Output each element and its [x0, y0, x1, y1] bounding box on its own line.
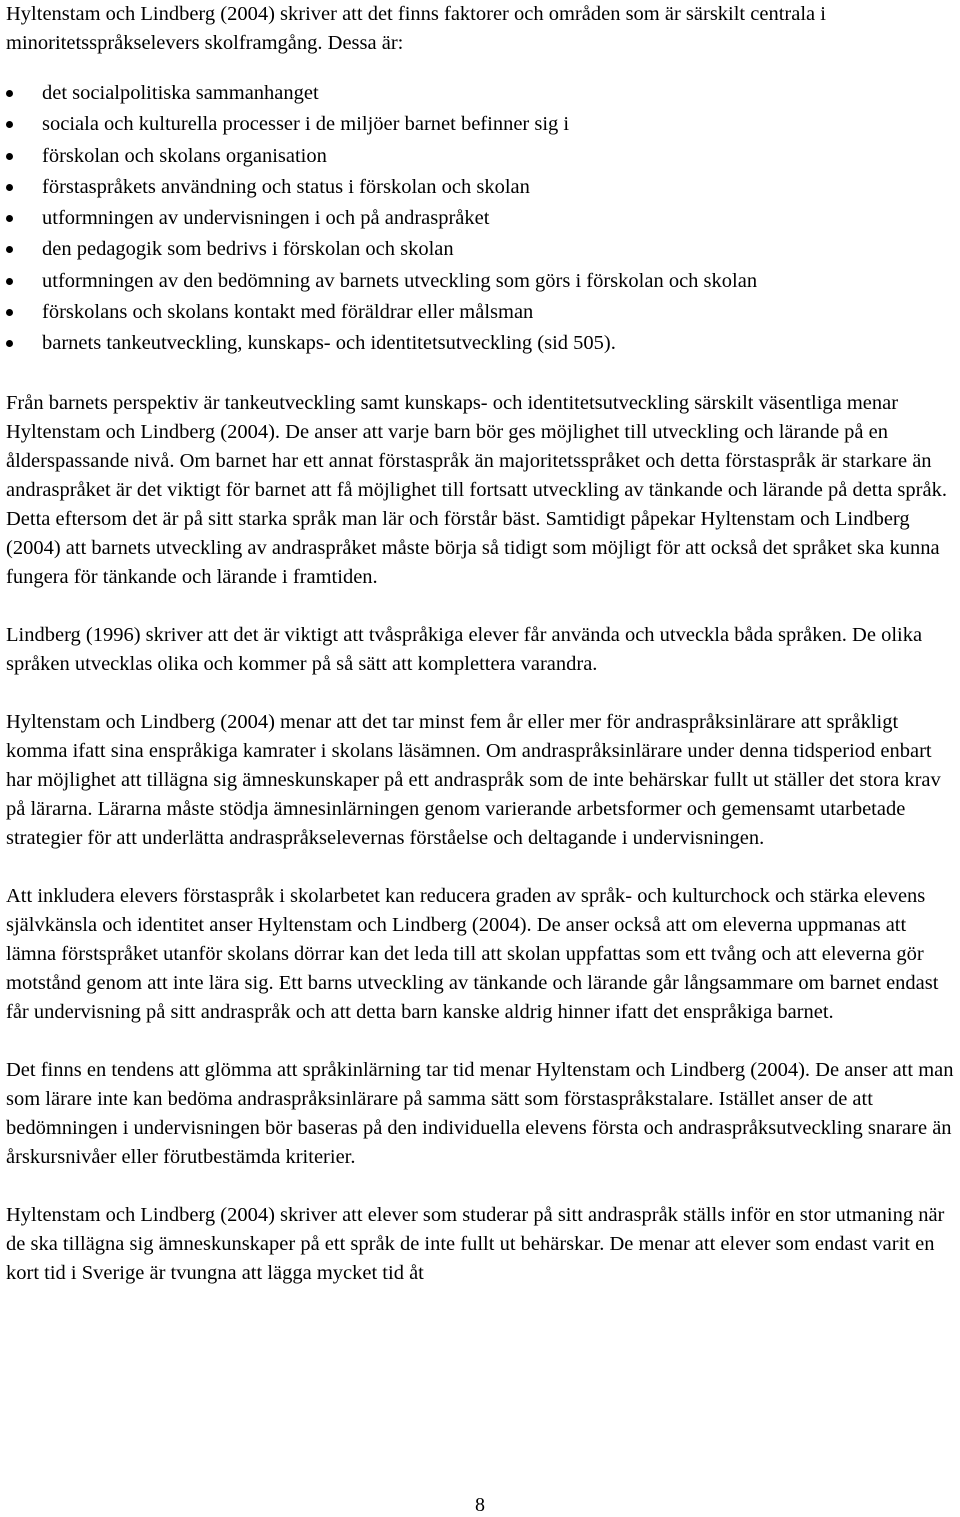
list-item — [6, 234, 956, 265]
list-item-text: förstaspråkets användning och status i förskolan och skolan — [42, 175, 530, 198]
body-paragraph: Från barnets perspektiv är tankeutveckling samt kunskaps- och identitetsutveckling särskilt väsentliga menar Hyltenstam och Lindberg (2004). De anser att varje barn bör ges möjlighet till utveckling och lärande på en ålderspassande nivå. Om barnet har ett annat förstaspråk än majoritetsspråket och detta förstaspråk är starkare än andraspråket är det viktigt för barnet att få möjlighet till fortsatt utveckling av tänkande och lärande på detta språk. Detta eftersom det är på sitt starka språk man lär och förstår bäst. Samtidigt påpekar Hyltenstam och Lindberg (2004) att barnets utveckling av andraspråket måste börja så tidigt som möjligt för att också det språket ska kunna fungera för tänkande och lärande i framtiden. — [6, 391, 947, 588]
bullet-icon — [6, 340, 13, 347]
body-paragraph: Lindberg (1996) skriver att det är viktigt att tvåspråkiga elever får använda och utveckla båda språken. De olika språken utvecklas olika och kommer på så sätt att komplettera varandra. — [6, 623, 923, 675]
document-page — [6, 0, 956, 1288]
list-item — [6, 172, 956, 203]
bullet-icon — [6, 90, 13, 97]
list-item-text: förskolans och skolans kontakt med föräldrar eller målsman — [42, 301, 534, 324]
list-item — [6, 109, 956, 140]
list-item-text: den pedagogik som bedrivs i förskolan och skolan — [42, 238, 454, 261]
bullet-icon — [6, 278, 13, 285]
list-item — [6, 297, 956, 328]
list-item-text: sociala och kulturella processer i de miljöer barnet befinner sig i — [42, 113, 570, 136]
body-paragraph: Att inkludera elevers förstaspråk i skolarbetet kan reducera graden av språk- och kulturchock och stärka elevens självkänsla och identitet anser Hyltenstam och Lindberg (2004). De anser också att om eleverna uppmanas att lämna förstspråket utanför skolans dörrar kan det leda till att skolan uppfattas som ett tvång och att eleverna gör motstånd genom att inte lära sig. Ett barns utveckling av tänkande och lärande går långsammare om barnet endast får undervisning på sitt andraspråk och att detta barn kanske aldrig hinner ifatt det enspråkiga barnet. — [6, 884, 939, 1023]
body-paragraph: Hyltenstam och Lindberg (2004) skriver att elever som studerar på sitt andraspråk ställs inför en stor utmaning när de ska tillägna sig ämneskunskaper på ett språk de inte fullt ut behärskar. De menar att elever som endast varit en kort tid i Sverige är tvungna att lägga mycket tid åt — [6, 1203, 945, 1284]
list-item-text: det socialpolitiska sammanhanget — [42, 82, 319, 104]
bullet-icon — [6, 153, 13, 160]
intro-paragraph: Hyltenstam och Lindberg (2004) skriver att det finns faktorer och områden som är särskilt centrala i minoritetsspråkselevers skolframgång. Dessa är: — [6, 3, 826, 54]
bullet-icon — [6, 184, 13, 191]
list-item — [6, 78, 956, 109]
list-item-text: barnets tankeutveckling, kunskaps- och identitetsutveckling (sid 505). — [42, 332, 616, 355]
bullet-icon — [6, 246, 13, 253]
body-paragraph: Hyltenstam och Lindberg (2004) menar att det tar minst fem år eller mer för andraspråksinlärare att språkligt komma ifatt sina enspråkiga kamrater i skolans läsämnen. Om andraspråksinlärare under denna tidsperiod enbart har möjlighet att tillägna sig ämneskunskaper på ett andraspråk som de inte behärskar fullt ut ställer det stora krav på lärarna. Lärarna måste stödja ämnesinlärningen genom varierande arbetsformer och gemensamt utarbetade strategier för att underlätta andraspråkselevernas förståelse och deltagande i undervisningen. — [6, 710, 941, 849]
list-item — [6, 203, 956, 234]
list-item-text: utformningen av undervisningen i och på andraspråket — [42, 207, 490, 230]
list-item-text: utformningen av den bedömning av barnets utveckling som görs i förskolan och skolan — [42, 269, 758, 292]
bullet-icon — [6, 309, 13, 316]
page-number: 8 — [475, 1494, 485, 1516]
factor-list — [6, 78, 956, 360]
list-item-text: förskolan och skolans organisation — [42, 144, 327, 167]
body-paragraph: Det finns en tendens att glömma att språkinlärning tar tid menar Hyltenstam och Lindberg (2004). De anser att man som lärare inte kan bedöma andraspråksinlärare på samma sätt som förstaspråkstalare. Istället anser de att bedömningen i undervisningen bör baseras på den individuella elevens första och andraspråksutveckling snarare än årskursnivåer eller förutbestämda kriterier. — [6, 1058, 954, 1168]
bullet-icon — [6, 121, 13, 128]
bullet-icon — [6, 215, 13, 222]
list-item — [6, 266, 956, 297]
list-item — [6, 141, 956, 172]
list-item — [6, 328, 956, 359]
